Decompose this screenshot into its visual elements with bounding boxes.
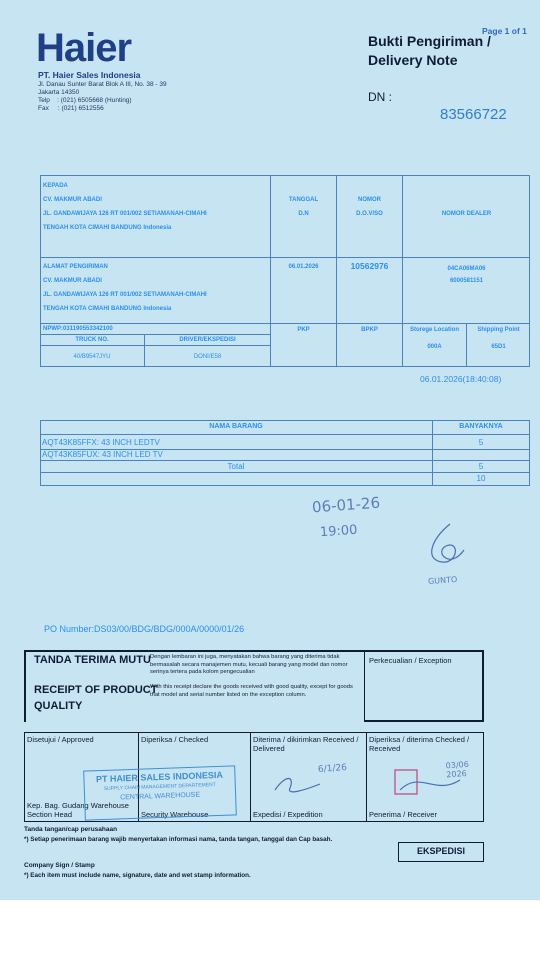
dn-label: DN : <box>368 90 392 104</box>
receipt-text-id: Dengan lembaran ini juga, menyatakan bahwa barang yang diterima tidak bermasalah secara manajemen mutu, kecuali barang yang model dan nomor serinya tertera pada kolom pengecualian <box>150 654 348 675</box>
alamat-line: CV. MAKMUR ABADI <box>43 278 102 284</box>
handwritten-sig-date: 6/1/26 <box>317 763 348 775</box>
dealer-value: 04CA06MA06 <box>447 266 486 272</box>
driver-label: DRIVER/EKSPEDISI <box>179 337 236 343</box>
truck-value: 40/B9547JYU <box>73 354 111 360</box>
sig-expedition: Expedisi / Expedition <box>253 810 323 819</box>
bpkp-label: BPKP <box>361 327 378 333</box>
truck-label: TRUCK NO. <box>75 337 109 343</box>
npwp: NPWP:031190553342100 <box>43 326 113 332</box>
goods-row-qty: 5 <box>478 438 484 447</box>
sig-checked-received-label: Diperiksa / diterima Checked / Received <box>369 735 470 753</box>
company-address-line: Jakarta 14350 <box>38 89 80 96</box>
nomor-label: NOMOR <box>358 197 381 203</box>
sig-security: Security Warehouse <box>141 810 209 819</box>
stamp-line: CENTRAL WAREHOUSE <box>120 791 201 802</box>
receipt-title-en: QUALITY <box>34 700 83 712</box>
col-banyaknya: BANYAKNYA <box>459 423 503 430</box>
receipt-title-en: RECEIPT OF PRODUCT <box>34 684 158 696</box>
nomor-value: 10562976 <box>350 261 389 271</box>
po-number: PO Number:DS03/00/BDG/BDG/000A/0000/01/26 <box>44 624 245 634</box>
handwritten-time: 19:00 <box>319 522 358 541</box>
document-title <box>368 32 491 70</box>
handwritten-date: 06-01-26 <box>311 493 381 517</box>
footer-note-title: Tanda tangan/cap perusahaan <box>24 826 118 833</box>
haier-logo: Haier <box>36 26 132 70</box>
copy-label-ekspedisi: EKSPEDISI <box>398 842 484 862</box>
dn-number: 83566722 <box>440 106 507 123</box>
handwritten-receiver-date: 03/06 2026 <box>445 759 470 780</box>
company-phone: Telp : (021) 6505668 (Hunting) <box>38 97 132 104</box>
total-value: 10 <box>476 474 486 483</box>
sig-approved-label: Disetujui / Approved <box>27 735 94 744</box>
tanggal-sub: D.N <box>298 211 309 217</box>
nomor-sub: D.O.V/SO <box>356 211 383 217</box>
alamat-label: ALAMAT PENGIRIMAN <box>43 264 108 270</box>
alamat-line: TENGAH KOTA CIMAHI BANDUNG Indonesia <box>43 306 172 312</box>
sig-checked-label: Diperiksa / Checked <box>141 735 209 744</box>
exception-label: Perkecualian / Exception <box>369 656 452 665</box>
driver-value: DONI/E58 <box>193 354 222 360</box>
kepada-line: CV. MAKMUR ABADI <box>43 197 102 203</box>
company-name: PT. Haier Sales Indonesia <box>38 70 141 80</box>
company-fax: Fax : (021) 6512556 <box>38 105 104 112</box>
printed-at: 06.01.2026(18:40:08) <box>420 374 502 384</box>
pkp-label: PKP <box>297 327 310 333</box>
alamat-line: JL. GANDAWIJAYA 126 RT 001/002 SETIAMANAH-CIMAHI <box>43 292 207 298</box>
document-title-id: Bukti Pengiriman / <box>368 33 491 49</box>
sig-warehouse-head: Kep. Bag. Gudang Warehouse Section Head <box>27 801 129 819</box>
footer-sign-title: Company Sign / Stamp <box>24 862 95 869</box>
company-address-line: Jl. Danau Sunter Barat Blok A III, No. 38 - 39 <box>38 81 167 88</box>
receipt-title-id: TANDA TERIMA MUTU <box>34 654 151 666</box>
sig-receiver: Penerima / Receiver <box>369 810 437 819</box>
shipping-label: Shipping Point <box>477 327 520 333</box>
footer-note-text: *) Setiap penerimaan barang wajib menyertakan informasi nama, tanda tangan, tanggal dan Cap basah. <box>24 836 333 843</box>
kepada-label: KEPADA <box>43 183 68 189</box>
sig-received-label: Diterima / dikirimkan Received / Delivered <box>253 735 359 753</box>
goods-row-name: AQT43K85FUX: 43 INCH LED TV <box>42 450 163 459</box>
page-number: Page 1 of 1 <box>482 26 527 36</box>
stamp-line: PT HAIER SALES INDONESIA <box>95 769 224 785</box>
goods-row-qty: 5 <box>478 462 484 471</box>
receipt-text-en: With this receipt declare the goods received with good quality, except for goods that model and serial number listed on the exception column. <box>150 684 353 698</box>
footer-sign-text: *) Each item must include name, signature, date and wet stamp information. <box>24 872 251 879</box>
tanggal-label: TANGGAL <box>288 197 319 203</box>
dealer-value: 6000581151 <box>449 278 484 284</box>
document-title-en: Delivery Note <box>368 52 458 68</box>
warehouse-stamp <box>83 765 237 820</box>
kepada-line: JL. GANDAWIJAYA 126 RT 001/002 SETIAMANAH-CIMAHI <box>43 211 207 217</box>
tanggal-value: 06.01.2026 <box>288 264 319 270</box>
dealer-label: NOMOR DEALER <box>441 211 492 217</box>
stamp-line: SUPPLY CHAIN MANAGEMENT DEPARTEMENT <box>103 782 216 792</box>
col-nama-barang: NAMA BARANG <box>209 423 263 430</box>
storage-label: Storege Location <box>409 327 459 333</box>
total-label: Total <box>227 462 245 471</box>
storage-value: 000A <box>427 344 442 350</box>
kepada-line: TENGAH KOTA CIMAHI BANDUNG Indonesia <box>43 225 172 231</box>
handwritten-signature-icon <box>420 520 470 576</box>
shipping-value: 65D1 <box>491 344 506 350</box>
handwritten-initial: GUNTO <box>427 574 458 587</box>
goods-row-name: AQT43K85FFX: 43 INCH LEDTV <box>42 438 160 447</box>
